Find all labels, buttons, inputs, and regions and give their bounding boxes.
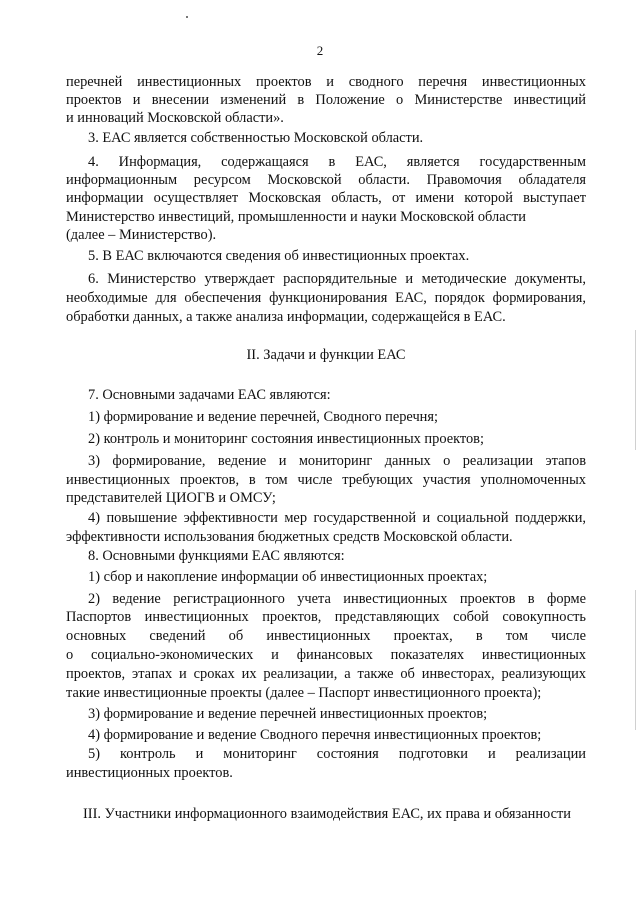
text-line: основных сведений об инвестиционных проектах, в том числе [66, 628, 586, 644]
text-line: 3. ЕАС является собственностью Московской области. [88, 130, 424, 146]
text-line: 5. В ЕАС включаются сведения об инвестиционных проектах. [88, 248, 470, 264]
text-line: 3) формирование, ведение и мониторинг данных о реализации этапов [88, 453, 586, 469]
text-line: 1) формирование и ведение перечней, Сводного перечня; [88, 409, 438, 425]
section-heading: II. Задачи и функции ЕАС [246, 347, 406, 363]
text-line: перечней инвестиционных проектов и сводного перечня инвестиционных [66, 74, 586, 90]
text-line: 7. Основными задачами ЕАС являются: [88, 387, 331, 403]
text-line: 5) контроль и мониторинг состояния подготовки и реализации [88, 746, 586, 762]
text-line: 2) контроль и мониторинг состояния инвестиционных проектов; [88, 431, 484, 447]
text-line: 4. Информация, содержащаяся в ЕАС, является государственным [88, 154, 586, 170]
text-line: эффективности использования бюджетных средств Московской области. [66, 529, 513, 545]
text-line: 1) сбор и накопление информации об инвестиционных проектах; [88, 569, 488, 585]
page-number: 2 [316, 43, 324, 58]
text-line: представителей ЦИОГВ и ОМСУ; [66, 490, 276, 506]
text-line: (далее – Министерство). [66, 227, 217, 243]
text-line: Министерство инвестиций, промышленности и науки Московской области [66, 209, 526, 225]
text-line: 4) повышение эффективности мер государственной и социальной поддержки, [88, 510, 586, 526]
text-line: такие инвестиционные проекты (далее – Паспорт инвестиционного проекта); [66, 685, 542, 701]
text-line: 8. Основными функциями ЕАС являются: [88, 548, 345, 564]
text-line: 3) формирование и ведение перечней инвестиционных проектов; [88, 706, 488, 722]
text-line: проектов и внесении изменений в Положение о Министерстве инвестиций [66, 92, 586, 108]
text-line: инвестиционных проектов, в том числе требующих участия уполномоченных [66, 472, 586, 488]
text-line: информационным ресурсом Московской области. Правомочия обладателя [66, 172, 586, 188]
scan-edge-mark [635, 330, 636, 450]
text-line: обработки данных, а также анализа информации, содержащейся в ЕАС. [66, 309, 506, 325]
text-line: 6. Министерство утверждает распорядительные и методические документы, [88, 271, 586, 287]
text-line: Паспортов инвестиционных проектов, представляющих собой совокупность [66, 609, 586, 625]
text-line: информации осуществляет Московская область, от имени которой выступает [66, 190, 586, 206]
text-line: проектов, этапах и сроках их реализации, а также об инвесторах, реализующих [66, 666, 586, 682]
scan-speck [186, 16, 188, 18]
scan-edge-mark [635, 590, 636, 730]
section-heading: III. Участники информационного взаимодействия ЕАС, их права и обязанности [83, 806, 571, 822]
text-line: 4) формирование и ведение Сводного перечня инвестиционных проектов; [88, 727, 542, 743]
text-line: инвестиционных проектов. [66, 765, 233, 781]
text-line: 2) ведение регистрационного учета инвестиционных проектов в форме [88, 591, 586, 607]
text-line: и инноваций Московской области». [66, 110, 284, 126]
text-line: о социально-экономических и финансовых показателях инвестиционных [66, 647, 586, 663]
text-line: необходимые для обеспечения функционирования ЕАС, порядок формирования, [66, 290, 586, 306]
